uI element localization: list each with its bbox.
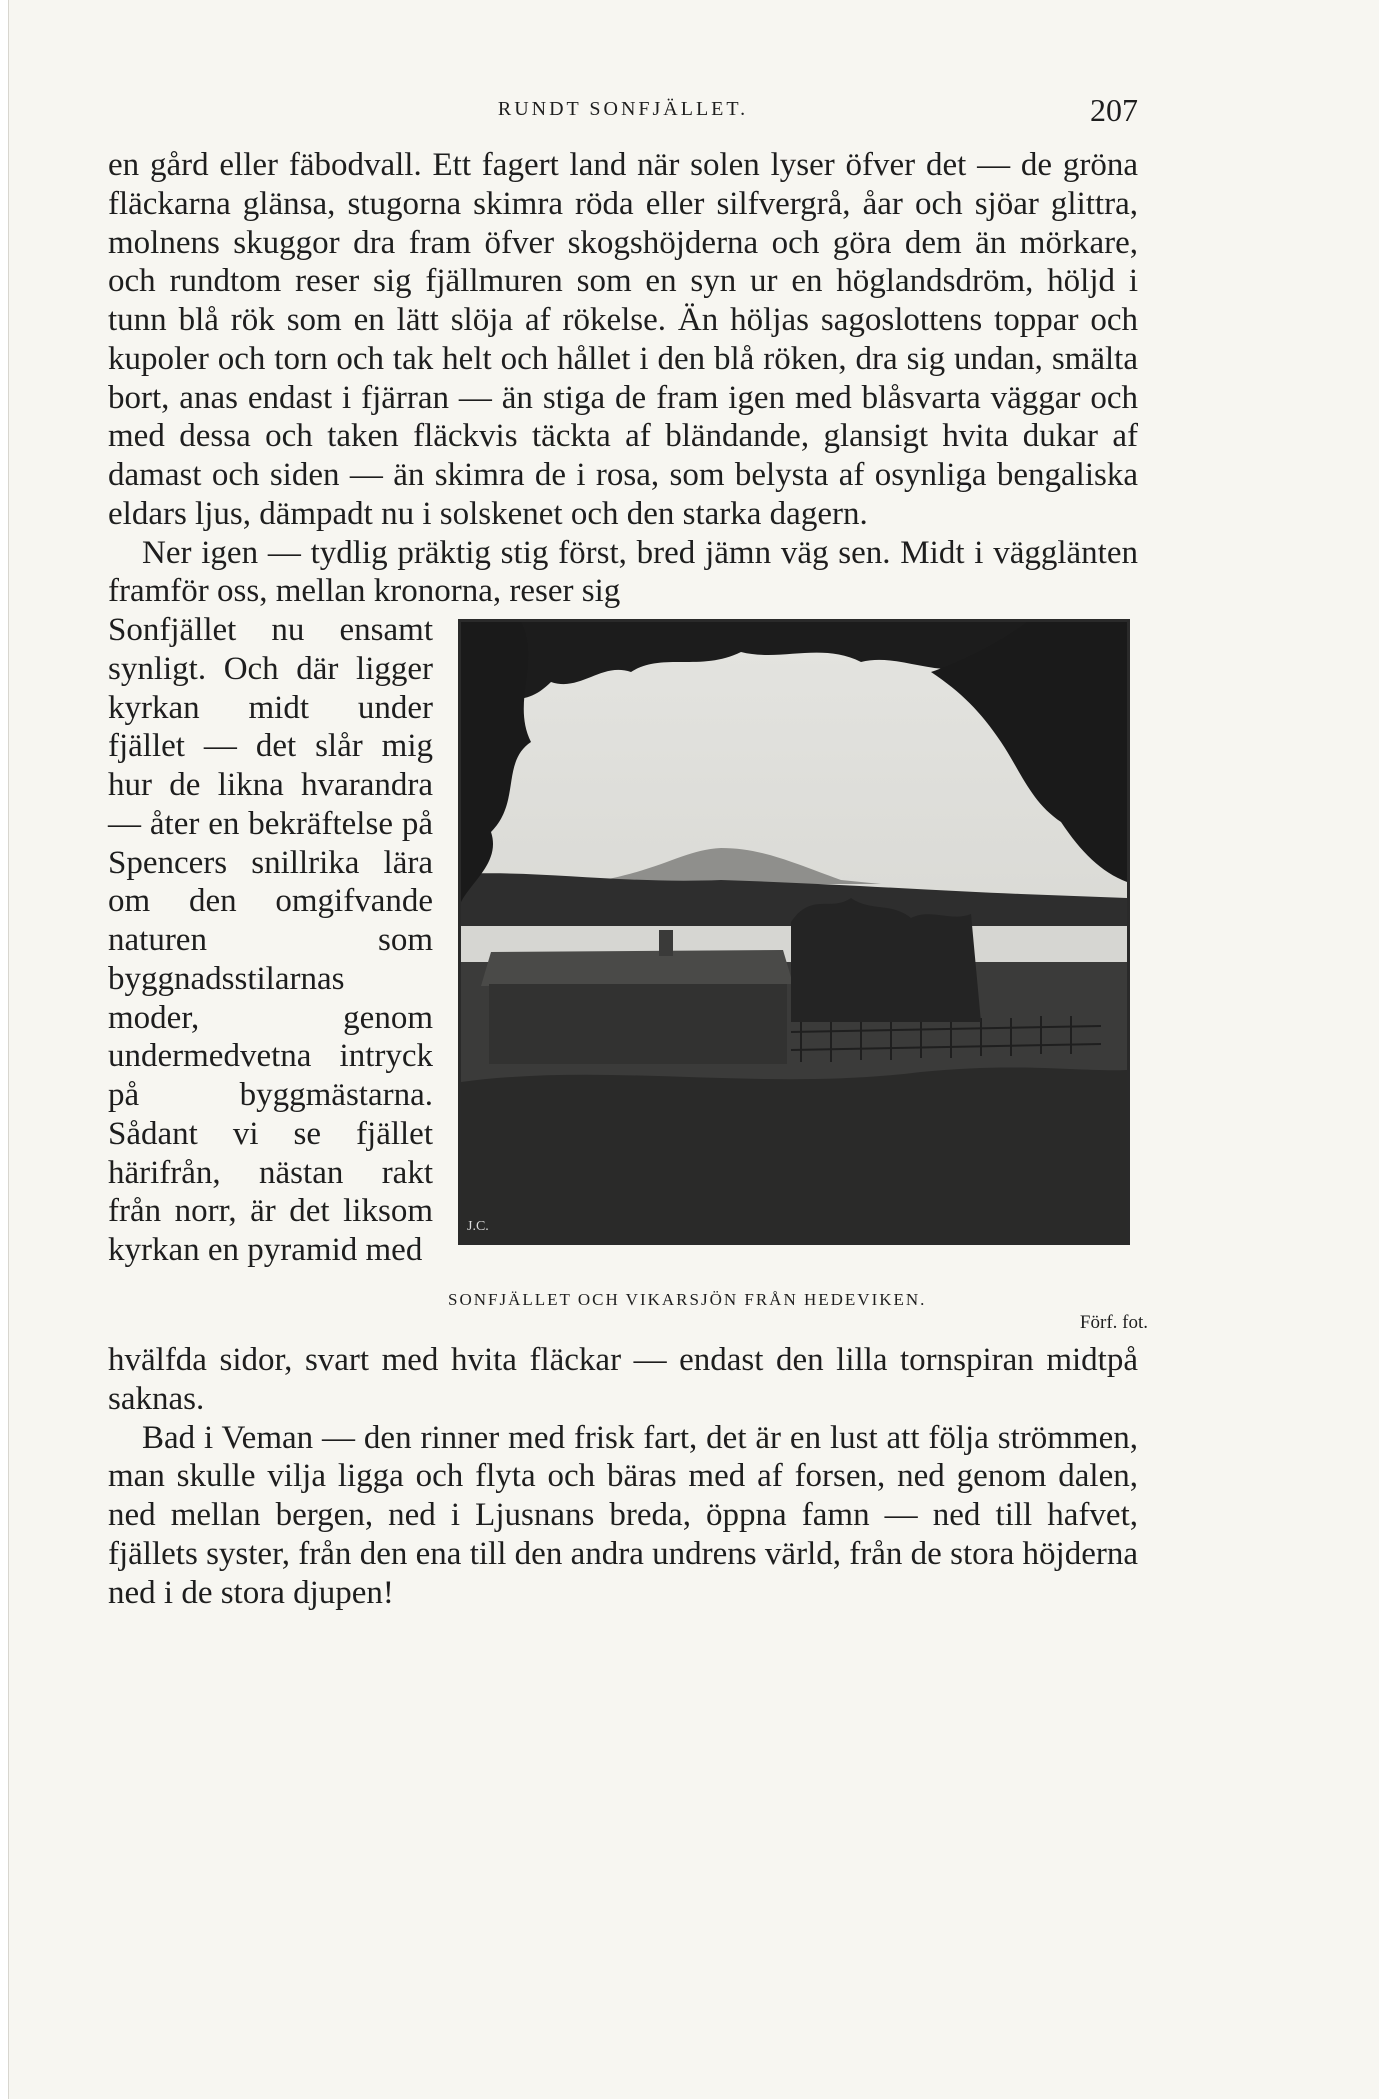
landscape-photo xyxy=(458,619,1130,1245)
paragraph-2-intro: Ner igen — tydlig präktig stig först, bred jämn väg sen. Midt i vägglänten framför oss, mellan kronorna, reser sig xyxy=(108,534,1138,610)
photo-credit: Förf. fot. xyxy=(1079,1312,1148,1333)
body-text xyxy=(108,146,1148,1612)
paragraph-1: en gård eller fäbodvall. Ett fagert land när solen lyser öfver det — de gröna fläckarna glänsa, stugorna skimra röda eller silfvergrå, åar och sjöar glittra, molnens skuggor dra fram öfver skogshöjderna och göra dem än mörkare, och rundtom reser sig fjällmuren som en syn ur en höglandsdröm, höljd i tunn blå rök som en lätt slöja af rökelse. Än höljas sagoslottens toppar och kupoler och torn och tak helt och hållet i den blå röken, dra sig undan, smälta bort, anas endast i fjärran — än stiga de fram igen med blåsvarta väggar och med dessa och taken fläckvis täckta af bländande, glansigt hvita dukar af damast och siden — än skimra de i rosa, som belysta af osynliga bengaliska eldars ljus, dämpadt nu i solskenet och den starka dagern. xyxy=(108,147,1138,532)
page-header xyxy=(108,92,1138,138)
paragraph-3: Bad i Veman — den rinner med frisk fart, det är en lust att följa strömmen, man skulle vilja ligga och flyta och bäras med af forsen, ned genom dalen, ned mellan bergen, ned i Ljusnans breda, öppna famn — ned till hafvet, fjällets syster, från den ena till den andra undrens värld, från de stora höjderna ned i de stora djupen! xyxy=(108,1419,1138,1611)
photographer-monogram: J.C. xyxy=(467,1219,489,1234)
page-number: 207 xyxy=(1090,92,1138,128)
figure xyxy=(448,619,1148,1335)
paragraph-2-end: hvälfda sidor, svart med hvita fläckar — endast den lilla tornspiran midtpå saknas. xyxy=(108,1342,1138,1417)
running-head: RUNDT SONFJÄLLET. xyxy=(497,98,749,120)
figure-caption: SONFJÄLLET OCH VIKARSJÖN FRÅN HEDEVIKEN. xyxy=(448,1290,927,1309)
paragraph-2-wrapped: Sonfjället nu ensamt synligt. Och där ligger kyrkan midt under fjället — det slår mig hur de likna hvarandra — åter en bekräftelse på Spencers snillrika lära om den omgifvande naturen som byggnadsstilarnas moder, genom undermedvetna intryck på byggmästarna. Sådant vi se fjället härifrån, nästan rakt från norr, är det liksom kyrkan en pyramid med xyxy=(108,612,433,1268)
shore-trees xyxy=(791,898,981,1022)
